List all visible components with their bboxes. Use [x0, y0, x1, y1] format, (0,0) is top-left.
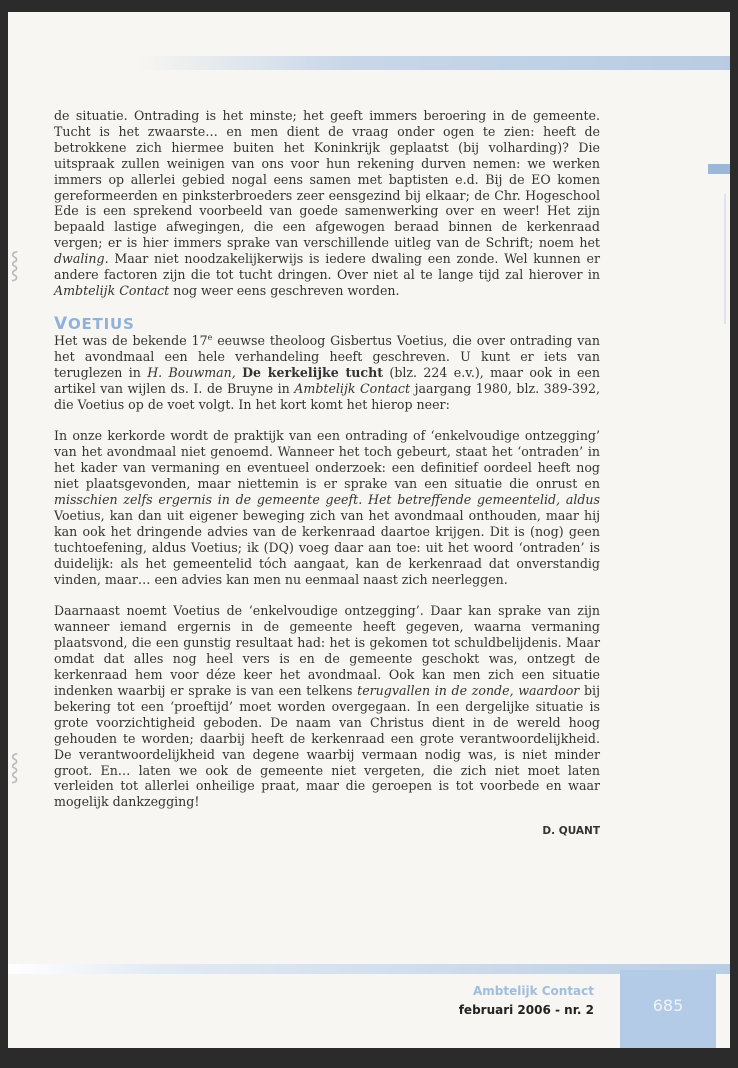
top-decorative-band	[136, 56, 730, 70]
page-number-box	[620, 970, 716, 1048]
paragraph-voetius: Het was de bekende 17e eeuwse theoloog Gisbertus Voetius, die over ontrading van het avondmaal een hele verhandeling heeft geschreven. U kunt er iets van teruglezen in H. Bouwman, De kerkelijke tucht (blz. 224 e.v.), maar ook in een artikel van wijlen ds. I. de Bruyne in Ambtelijk Contact jaargang 1980, blz. 389-392, die Voetius op de voet volgt. In het kort komt het hierop neer:	[54, 332, 600, 412]
binding-mark-icon: ⸾	[10, 752, 20, 782]
author-signature: D. QUANT	[542, 825, 600, 838]
article-body	[54, 108, 600, 840]
paragraph-ontrading: In onze kerkorde wordt de praktijk van een ontrading of ‘enkelvoudige ontzegging’ van het avondmaal niet genoemd. Wanneer het toch gebeurt, staat het ‘ontraden’ in het kader van vermaning en eventueel onderzoek: een definitief oordeel heeft nog niet plaatsgevonden, maar niettemin is er sprake van een situatie die onrust en misschien zelfs ergernis in de gemeente geeft. Het betreffende gemeentelid, aldus Voetius, kan dan uit eigener beweging zich van het avondmaal onthouden, maar hij kan ook het dringende advies van de kerkenraad daartoe krijgen. Dit is (nog) geen tuchtoefening, aldus Voetius; ik (DQ) voeg daar aan toe: uit het woord ‘ontraden’ is duidelijk: als het gemeentelid tóch aangaat, kan de kerkenraad dat onverstandig vinden, maar… een advies kan men nu eenmaal naast zich neerleggen.	[54, 428, 600, 587]
side-tab-marker	[708, 164, 730, 174]
document-page	[8, 12, 730, 1048]
paragraph-intro: de situatie. Ontrading is het minste; het geeft immers beroering in de gemeente. Tucht is het zwaarste… en men dient de vraag onder ogen te zien: heeft de betrokkene zich hiermee buiten het Koninkrijk geplaatst (bij volharding)? Die uitspraak zullen weinigen van ons voor hun rekening durven nemen: we werken immers op allerlei gebied nogal eens samen met baptisten e.d. Bij de EO komen gereformeerden en pinksterbroeders zeer eensgezind bij elkaar; de Chr. Hogeschool Ede is een sprekend voorbeeld van goede samenwerking over en weer! Het zijn bepaald lastige afwegingen, die een afgewogen beraad binnen de kerkenraad vergen; er is hier immers sprake van verschillende uitleg van de Schrift; noem het dwaling. Maar niet noodzakelijkerwijs is iedere dwaling een zonde. Wel kunnen er andere factoren zijn die tot tucht dringen. Over niet al te lange tijd zal hierover in Ambtelijk Contact nog weer eens geschreven worden.	[54, 108, 600, 298]
footer-magazine-title: Ambtelijk Contact	[472, 984, 594, 998]
side-rule	[724, 194, 726, 324]
binding-mark-icon: ⸾	[10, 250, 20, 280]
page-number: 685	[652, 996, 684, 1015]
paragraph-ontzegging: Daarnaast noemt Voetius de ‘enkelvoudige ontzegging’. Daar kan sprake van zijn wanneer iemand ergernis in de gemeente heeft gegeven, waarna vermaning plaatsvond, die een gunstig resultaat had: het is gekomen tot schuldbelijdenis. Maar omdat dat alles nog heel vers is en de gemeente geschokt was, ontzegt de kerkenraad hem voor déze keer het avondmaal. Ook kan men zich een situatie indenken waarbij er sprake is van een telkens terugvallen in de zonde, waardoor bij bekering tot een ‘proeftijd’ moet worden overgegaan. In een dergelijke situatie is grote voorzichtigheid geboden. De naam van Christus dient in de wereld hoog gehouden te worden; daarbij heeft de kerkenraad een grote verantwoordelijkheid. De verantwoordelijkheid van degene waarbij vermaan nodig was, is niet minder groot. En… laten we ook de gemeente niet vergeten, die zich niet moet laten verleiden tot allerlei onheilige praat, maar die geroepen is tot voorbede en waar mogelijk dankzegging!	[54, 603, 600, 810]
section-heading-voetius: VOETIUS	[54, 313, 135, 334]
footer-issue: februari 2006 - nr. 2	[458, 1003, 594, 1017]
footer	[388, 982, 594, 1020]
